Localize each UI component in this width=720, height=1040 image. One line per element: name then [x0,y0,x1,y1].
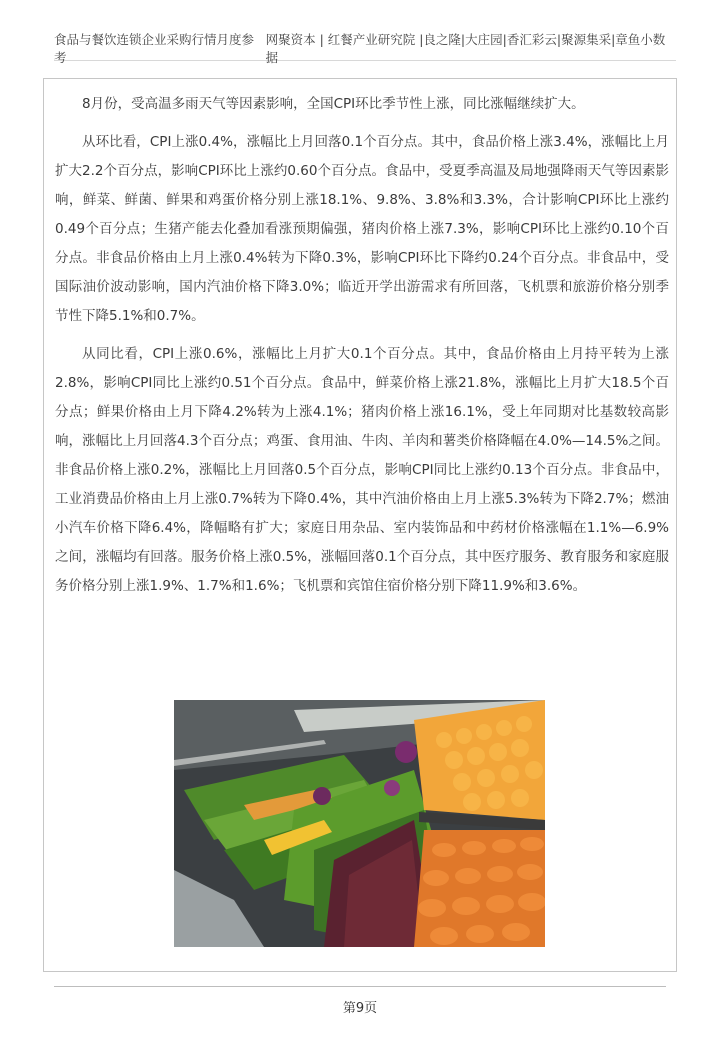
header-sources: 网聚资本 | 红餐产业研究院 |良之隆|大庄园|香汇彩云|聚源集采|章鱼小数据 [265,32,666,65]
page-number: 第9页 [342,1001,378,1016]
page-header [54,32,676,65]
header-title: 食品与餐饮连锁企业采购行情月度参考 [54,32,255,65]
paragraph-month-on-month: 从环比看，CPI上涨0.4%，涨幅比上月回落0.1个百分点。其中，食品价格上涨3.4%，涨幅比上月扩大2.2个百分点，影响CPI环比上涨约0.60个百分点。食品中，受夏季高温及局地强降雨天气等因素影响，鲜菜、鲜菌、鲜果和鸡蛋价格分别上涨18.1%、9.8%、3.8%和3.3%，合计影响CPI环比上涨约0.49个百分点；生猪产能去化叠加看涨预期偏强，猪肉价格上涨7.3%，影响CPI环比上涨约0.10个百分点。非食品价格由上月上涨0.4%转为下降0.3%，影响CPI环比下降约0.24个百分点。非食品中，受国际油价波动影响，国内汽油价格下降3.0%；临近开学出游需求有所回落，飞机票和旅游价格分别季节性下降5.1%和0.7%。 [55,134,669,324]
paragraph-year-on-year: 从同比看，CPI上涨0.6%，涨幅比上月扩大0.1个百分点。其中，食品价格由上月持平转为上涨2.8%，影响CPI同比上涨约0.51个百分点。食品中，鲜菜价格上涨21.8%，涨幅比上月扩大18.5个百分点；鲜果价格由上月下降4.2%转为上涨4.1%；猪肉价格上涨16.1%，受上年同期对比基数较高影响，涨幅比上月回落4.3个百分点；鸡蛋、食用油、牛肉、羊肉和薯类价格降幅在4.0%—14.5%之间。非食品价格上涨0.2%，涨幅比上月回落0.5个百分点，影响CPI同比上涨约0.13个百分点。非食品中，工业消费品价格由上月上涨0.7%转为下降0.4%，其中汽油价格由上月上涨5.3%转为下降2.7%；燃油小汽车价格下降6.4%，降幅略有扩大；家庭日用杂品、室内装饰品和中药材价格涨幅在1.1%—6.9%之间，涨幅均有回落。服务价格上涨0.5%，涨幅回落0.1个百分点，其中医疗服务、教育服务和家庭服务价格分别上涨1.9%、1.7%和1.6%；飞机票和宾馆住宿价格分别下降11.9%和3.6%。 [55,346,669,594]
paragraph-intro: 8月份，受高温多雨天气等因素影响，全国CPI环比季节性上涨，同比涨幅继续扩大。 [82,96,585,112]
article-body [55,90,669,610]
footer-divider [54,986,666,987]
produce-display-photo [174,700,545,947]
